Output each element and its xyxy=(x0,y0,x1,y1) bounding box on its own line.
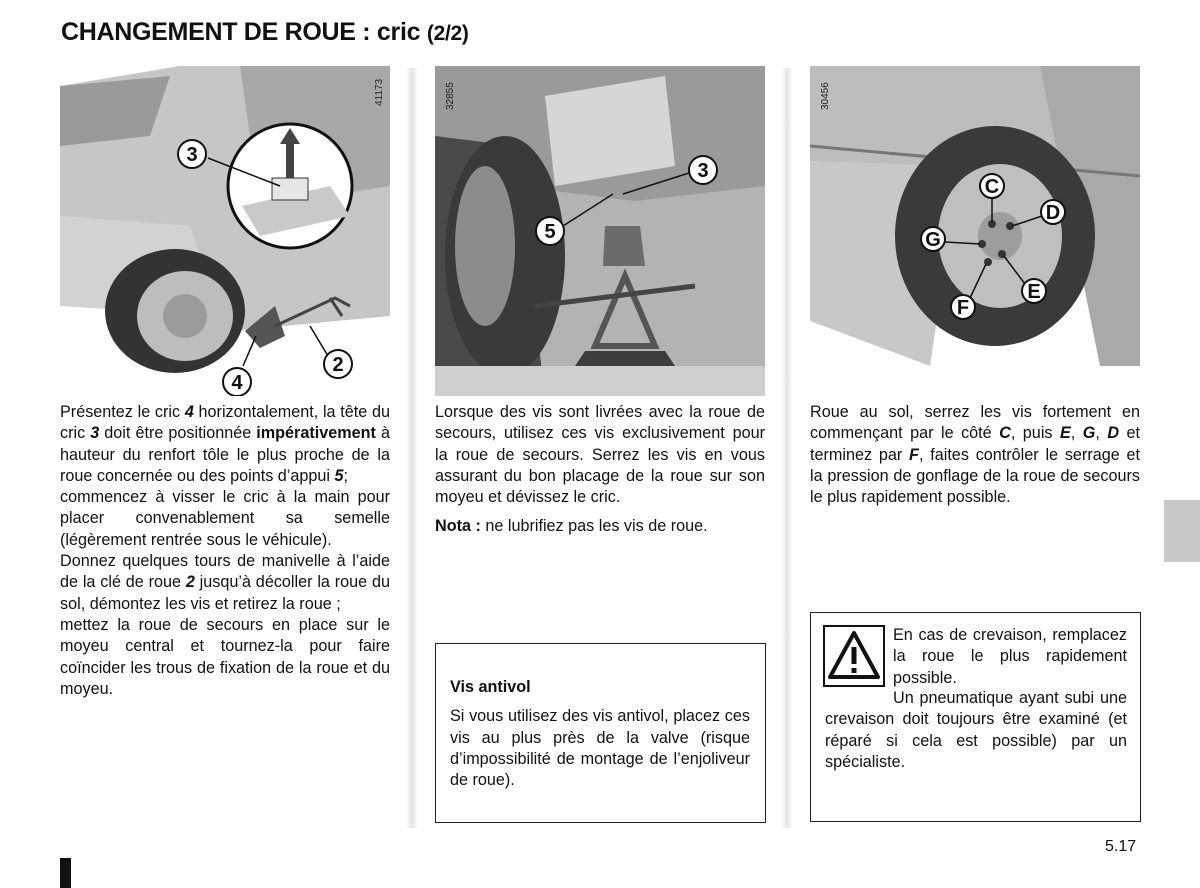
paragraph: Lorsque des vis sont livrées avec la roue de secours, utilisez ces vis exclusivement pour la roue de secours. Serrez les vis en vous assurant du bon placage de la roue sur son moyeu et dévissez le cric. xyxy=(435,403,765,507)
text-run: doit être positionnée xyxy=(99,424,257,443)
paragraph xyxy=(60,551,390,615)
text-run: , faites contrôler le serrage et la pression de gonflage de la roue de secours le plus rapidement possible. xyxy=(810,445,1141,507)
reference-number: 3 xyxy=(90,424,100,443)
text-run: Roue au sol, serrez les vis fortement en commençant par le côté xyxy=(810,403,1140,443)
figure-wheel-bolts xyxy=(810,66,1140,396)
warning-box xyxy=(810,612,1141,822)
warning-text-1 xyxy=(893,625,1127,689)
figure-code: 32855 xyxy=(445,82,456,110)
callout-4-label: 4 xyxy=(231,372,243,394)
page-title xyxy=(61,18,469,47)
info-box-content xyxy=(450,677,750,791)
text-run: , puis xyxy=(1010,424,1060,443)
warning-icon xyxy=(823,625,885,687)
figure-code: 41173 xyxy=(374,78,385,106)
warning-paragraph-2: Un pneumatique ayant subi une crevaison doit toujours être examiné (et réparé si cela est possible) par un spécialiste. xyxy=(825,689,1127,771)
text-run: horizontalement, la tête du cric xyxy=(60,403,390,443)
paragraph xyxy=(60,402,390,487)
reference-letter: E xyxy=(1059,424,1071,443)
callout-d-label: D xyxy=(1045,202,1061,224)
figure-jack-under-car xyxy=(435,66,765,396)
text-run: ; xyxy=(343,466,348,485)
paragraph xyxy=(810,402,1140,508)
nota xyxy=(435,516,765,537)
paragraph: commencez à visser le cric à la main pour placer convenablement sa semelle (légèrement rentrée sous le véhicule). xyxy=(60,488,390,549)
callout-2-label: 2 xyxy=(332,354,344,376)
reference-number: 2 xyxy=(185,573,195,592)
info-box-antitheft xyxy=(435,643,766,823)
title-suffix: (2/2) xyxy=(426,22,469,45)
figure-code: 30456 xyxy=(820,82,831,110)
column-separator xyxy=(406,68,418,828)
text-run: Donnez quelques tours de manivelle à l’aide de la clé de roue xyxy=(60,552,390,592)
reference-letter: D xyxy=(1107,424,1120,443)
page-number: 5.17 xyxy=(1105,838,1137,855)
callout-5-label: 5 xyxy=(544,221,556,243)
info-box-text: Si vous utilisez des vis antivol, placez ces vis au plus près de la valve (risque d’impossibilité de montage de l’enjoliveur de roue). xyxy=(450,707,750,790)
reference-letter: C xyxy=(999,424,1011,443)
callout-f-label: F xyxy=(956,297,970,319)
text-run: et terminez par xyxy=(810,424,1140,464)
corner-mark xyxy=(60,858,71,888)
reference-letter: F xyxy=(909,445,919,464)
warning-paragraph-1: En cas de crevaison, remplacez la roue le plus rapidement possible. xyxy=(893,626,1127,687)
callout-3-label: 3 xyxy=(186,144,198,166)
text-run: , xyxy=(1070,424,1083,443)
emphasis: impérativement xyxy=(256,424,376,443)
column-separator xyxy=(781,68,793,828)
nota-text: ne lubrifiez pas les vis de roue. xyxy=(480,517,708,536)
title-main: CHANGEMENT DE ROUE : cric xyxy=(61,18,421,46)
text-run: Présentez le cric xyxy=(60,403,185,421)
callout-3-label: 3 xyxy=(697,160,709,182)
figure-jack-position xyxy=(60,66,390,396)
text-run: , xyxy=(1095,424,1108,443)
callout-c-label: C xyxy=(984,176,1000,198)
warning-text-2 xyxy=(825,688,1127,773)
callout-e-label: E xyxy=(1027,281,1041,303)
callout-g-label: G xyxy=(925,229,941,251)
reference-number: 5 xyxy=(334,466,344,485)
text-run: à hauteur du renfort tôle le plus proche de la roue concernée ou des points d’appui xyxy=(60,424,390,485)
text-run: jusqu’à décoller la roue du sol, démontez les vis et retirez la roue ; xyxy=(60,573,390,613)
column-2-text xyxy=(435,402,765,538)
paragraph: mettez la roue de secours en place sur le moyeu central et tournez-la pour faire coïncider les trous de fixation de la roue et du moyeu. xyxy=(60,615,390,698)
info-box-title: Vis antivol xyxy=(450,678,531,696)
nota-label: Nota : xyxy=(435,517,481,536)
reference-letter: G xyxy=(1082,424,1096,443)
chapter-tab xyxy=(1164,500,1200,562)
reference-number: 4 xyxy=(184,403,194,421)
column-1-text xyxy=(60,402,390,700)
column-3-text xyxy=(810,402,1140,508)
